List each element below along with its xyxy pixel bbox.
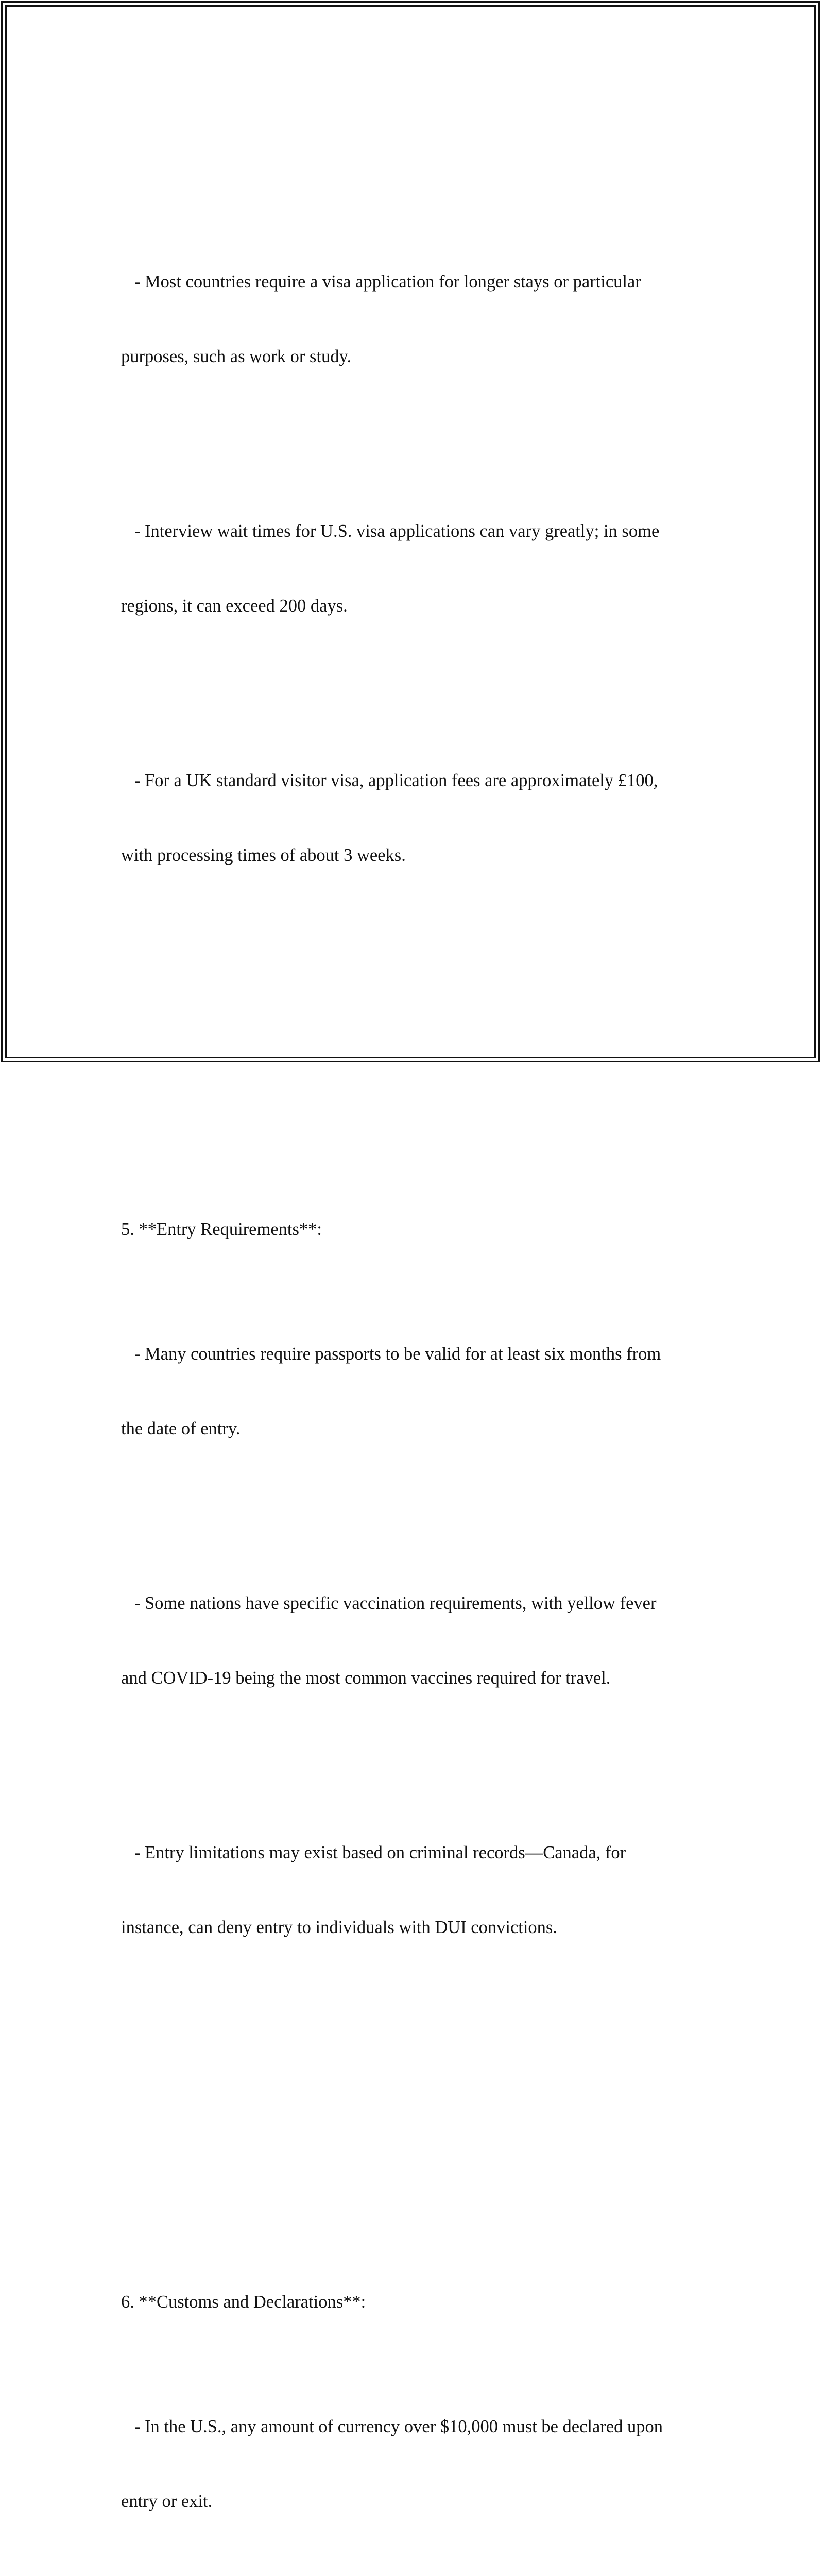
list-item <box>121 1790 703 1990</box>
paragraph-gap <box>121 1042 703 1067</box>
section-heading: 5. **Entry Requirements**: <box>121 1219 322 1240</box>
bullet-line: the date of entry. <box>121 1419 241 1439</box>
list-item <box>121 469 703 668</box>
bullet-line: purposes, such as work or study. <box>121 347 352 367</box>
list-item <box>121 1541 703 1740</box>
intro-bullet-list <box>121 170 703 968</box>
list-item <box>121 718 703 918</box>
bullet-line: - Many countries require passports to be valid for at least six months from <box>121 1344 661 1364</box>
bullet-line: - Most countries require a visa application for longer stays or particular <box>121 272 641 292</box>
bullet-line: regions, it can exceed 200 days. <box>121 596 348 616</box>
bullet-line: - Entry limitations may exist based on criminal records—Canada, for <box>121 1843 626 1863</box>
section-customs-and-declarations <box>121 2240 703 2576</box>
bullet-line: with processing times of about 3 weeks. <box>121 845 406 866</box>
bullet-line: - Some nations have specific vaccination requirements, with yellow fever <box>121 1594 657 1614</box>
list-item <box>121 2364 703 2564</box>
section-heading: 6. **Customs and Declarations**: <box>121 2292 366 2312</box>
bullet-line: - For a UK standard visitor visa, application fees are approximately £100, <box>121 770 658 790</box>
bullet-line: instance, can deny entry to individuals with DUI convictions. <box>121 1918 557 1938</box>
section-entry-requirements <box>121 1167 703 2040</box>
bullet-line: - Interview wait times for U.S. visa applications can vary greatly; in some <box>121 521 660 541</box>
bullet-line: entry or exit. <box>121 2491 213 2511</box>
list-item <box>121 1292 703 1491</box>
bullet-line: - In the U.S., any amount of currency over $10,000 must be declared upon <box>121 2416 663 2436</box>
list-item <box>121 219 703 419</box>
paragraph-gap <box>121 2115 703 2140</box>
bullet-line: and COVID-19 being the most common vaccines required for travel. <box>121 1668 611 1688</box>
document-body <box>121 95 703 2576</box>
